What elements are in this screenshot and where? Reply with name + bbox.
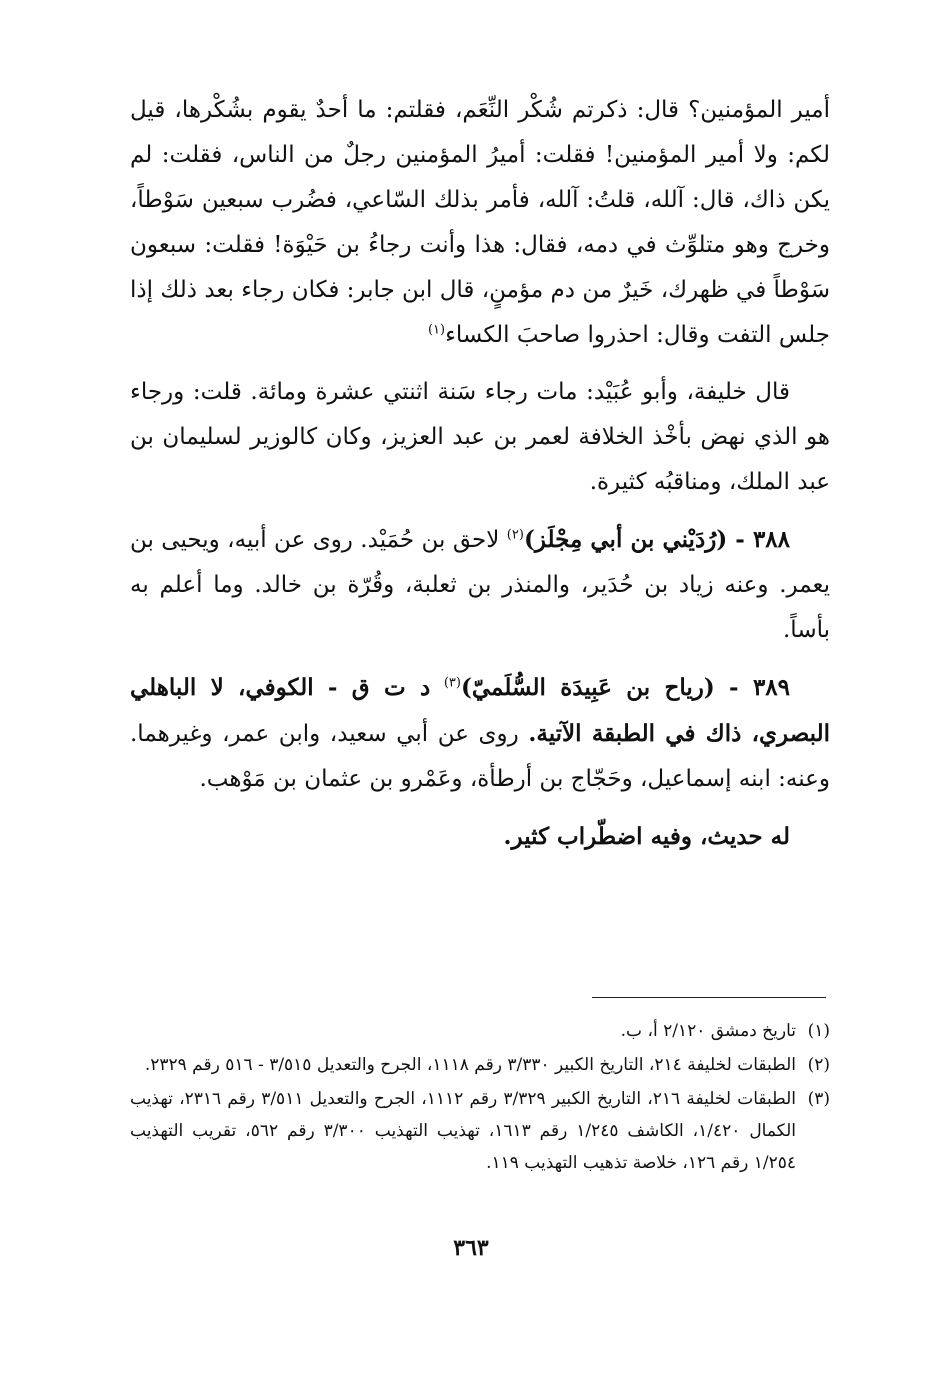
page-number: ٣٦٣: [453, 1235, 489, 1261]
entry-name: (رياح بن عَبِيدَة السُّلَميّ): [460, 674, 715, 701]
paragraph-death-note: [130, 370, 830, 505]
footnote-number: (٣): [807, 1089, 830, 1109]
footnote-ref-1[interactable]: (١): [427, 322, 446, 338]
entry-number: ٣٨٩: [752, 674, 790, 701]
footnotes: [130, 1015, 830, 1181]
entry-number: ٣٨٨: [752, 526, 791, 553]
footnote-3: [130, 1083, 830, 1179]
entry-text: لاحق بن حُمَيْد. روى عن أبيه، ويحيى بن يعمر. وعنه زياد بن حُدَير، والمنذر بن ثعلبة، وقُرّة بن خالد. وما أعلم به بأساً.: [130, 527, 830, 643]
footnote-text: الطبقات لخليفة ٢١٤، التاريخ الكبير ٣/٣٣٠ رقم ١١١٨، الجرح والتعديل ٣/٥١٥ - ٥١٦ رقم ٢٣٢٩.: [144, 1055, 796, 1075]
closing-line: له حديث، وفيه اضطّراب كثير.: [503, 823, 790, 850]
footnote-divider: [592, 997, 826, 998]
footnote-2: [130, 1049, 830, 1081]
footnote-number: (٢): [807, 1055, 830, 1075]
entry-389: [130, 665, 830, 802]
footnote-text: تاريخ دمشق ٢/١٢٠ أ، ب.: [620, 1021, 796, 1041]
footnote-ref-2[interactable]: (٢): [506, 527, 524, 543]
paragraph-text: أمير المؤمنين؟ قال: ذكرتم شُكْر النِّعَم، فقلتم: ما أحدٌ يقوم بشُكْرها، قيل لكم: ولا أمير المؤمنين! فقلت: أميرُ المؤمنين رجلٌ من الناس، فقلت: لم يكن ذاك، قال: آلله، قلتُ: آلله، فأمر بذلك السّاعي، فضُرب سبعين سَوْطاً، وخرج وهو متلوِّث في دمه، فقال: هذا وأنت رجاءُ بن حَيْوَة! فقلت: سبعون سَوْطاً في ظهرك، خَيرٌ من دم مؤمنٍ، قال ابن جابر: فكان رجاء بعد ذلك إذا جلس التفت وقال: احذروا صاحبَ الكساء: [130, 97, 830, 348]
entry-text: روى عن أبي سعيد، وابن عمر، وغيرهما. وعنه: ابنه إسماعيل، وحَجّاج بن أرطأة، وعَمْرو بن عثمان بن مَوْهب.: [130, 721, 830, 792]
entry-dash: -: [714, 674, 753, 701]
entry-head-extra: د ت ق - الكوفي، لا الباهلي البصري، ذاك في الطبقة الآتية.: [130, 674, 831, 747]
footnote-1: [130, 1015, 830, 1047]
footnote-number: (١): [807, 1021, 830, 1041]
paragraph-text: قال خليفة، وأبو عُبَيْد: مات رجاء سَنة اثنتي عشرة ومائة. قلت: ورجاء هو الذي نهض بأخْذ الخلافة لعمر بن عبد العزيز، وكان كالوزير لسليمان بن عبد الملك، ومناقبُه كثيرة.: [130, 379, 830, 495]
main-text: [130, 88, 830, 871]
paragraph-story-continuation: [130, 88, 830, 358]
entry-388: [130, 517, 830, 653]
footnote-ref-3[interactable]: (٣): [443, 675, 461, 691]
entry-dash: -: [727, 526, 753, 553]
footnote-text: الطبقات لخليفة ٢١٦، التاريخ الكبير ٣/٣٢٩ رقم ١١١٢، الجرح والتعديل ٣/٥١١ رقم ٢٣١٦، تهذيب الكمال ١/٤٢٠، الكاشف ١/٢٤٥ رقم ١٦١٣، تهذيب التهذيب ٣/٣٠٠ رقم ٥٦٢، تقريب التهذيب ١/٢٥٤ رقم ١٢٦، خلاصة تذهيب التهذيب ١١٩.: [130, 1089, 796, 1173]
entry-name: (رُدَيْني بن أبي مِجْلَز): [523, 526, 728, 553]
